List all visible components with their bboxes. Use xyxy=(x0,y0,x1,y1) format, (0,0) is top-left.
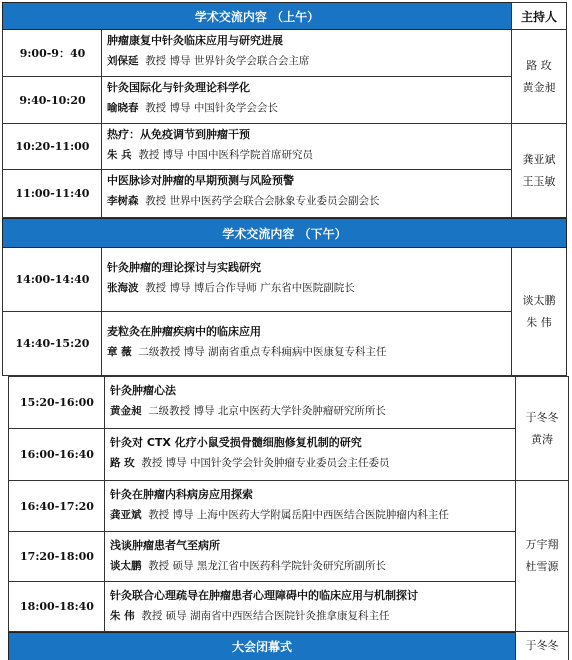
host-cell xyxy=(515,376,569,481)
afternoon-header xyxy=(2,218,567,248)
host-name: 黄金昶 xyxy=(522,80,556,94)
speaker-detail: 二级教授 博导 湖南省重点专科痈病中医康复专科主任 xyxy=(138,346,387,358)
host-name: 万宇翔 xyxy=(525,538,559,551)
speaker-name: 朱 伟 xyxy=(110,610,135,622)
closing-host-cell xyxy=(515,632,569,660)
talk-title: 针灸国际化与针灸理论科学化 xyxy=(107,81,250,94)
talk-cell xyxy=(101,30,512,77)
host-name: 杜雪源 xyxy=(525,560,559,573)
speaker-name: 路 玫 xyxy=(110,457,135,469)
host-name: 路 玫 xyxy=(526,58,552,72)
host-name: 龚亚斌 xyxy=(522,152,556,166)
closing-label: 大会闭幕式 xyxy=(231,640,292,654)
talk-cell xyxy=(104,481,516,532)
time-cell: 9:00-9：40 xyxy=(2,30,102,77)
time-cell: 17:20-18:00 xyxy=(8,532,105,582)
talk-cell xyxy=(101,124,512,170)
speaker-name: 黄金昶 xyxy=(110,405,142,417)
speaker-name: 李树森 xyxy=(107,195,139,207)
talk-cell xyxy=(104,582,516,632)
speaker-detail: 教授 博导 博后合作导师 广东省中医院副院长 xyxy=(145,282,355,294)
speaker-name: 龚亚斌 xyxy=(110,509,142,521)
speaker-detail: 教授 博导 中国针灸学会针灸肿瘤专业委员会主任委员 xyxy=(141,457,390,469)
afternoon-header-title: 学术交流内容 （下午） xyxy=(222,226,347,241)
time-cell: 10:20-11:00 xyxy=(2,124,102,170)
host-cell xyxy=(511,248,567,376)
time-cell: 16:00-16:40 xyxy=(8,429,105,481)
time-cell: 9:40-10:20 xyxy=(2,77,102,124)
speaker-name: 谈太鹏 xyxy=(110,560,142,572)
talk-title: 针灸联合心理疏导在肿瘤患者心理障碍中的临床应用与机制探讨 xyxy=(110,589,418,602)
speaker-name: 刘保延 xyxy=(107,55,139,67)
time-cell: 16:40-17:20 xyxy=(8,481,105,532)
talk-cell xyxy=(104,376,516,429)
host-column-label: 主持人 xyxy=(520,9,557,24)
speaker-detail: 教授 博导 世界针灸学会联合会主席 xyxy=(145,55,310,67)
morning-header xyxy=(2,2,512,30)
speaker-detail: 教授 硕导 黑龙江省中医药科学院针灸研究所副所长 xyxy=(148,560,386,572)
speaker-name: 朱 兵 xyxy=(107,149,132,161)
talk-title: 针灸对 CTX 化疗小鼠受损骨髓细胞修复机制的研究 xyxy=(110,436,362,449)
talk-cell xyxy=(104,429,516,481)
speaker-detail: 教授 世界中医药学会联合会脉象专业委员会副会长 xyxy=(145,195,380,207)
speaker-name: 章 薇 xyxy=(107,346,132,358)
talk-cell xyxy=(104,532,516,582)
host-cell xyxy=(511,124,567,218)
talk-cell xyxy=(101,170,512,218)
speaker-name: 张海波 xyxy=(107,282,139,294)
speaker-name: 喻晓春 xyxy=(107,102,139,114)
host-cell xyxy=(511,30,567,124)
host-name: 于冬冬 xyxy=(525,410,559,424)
host-name: 于冬冬 xyxy=(525,639,559,652)
host-cell xyxy=(515,481,569,632)
host-name: 谈太鹏 xyxy=(522,293,556,307)
talk-title: 热疗：从免疫调节到肿瘤干预 xyxy=(107,128,250,141)
morning-header-title: 学术交流内容 （上午） xyxy=(194,9,320,24)
time-cell: 15:20-16:00 xyxy=(8,376,105,429)
speaker-detail: 二级教授 博导 北京中医药大学针灸肿瘤研究所所长 xyxy=(148,405,386,417)
talk-title: 针灸在肿瘤内科病房应用探索 xyxy=(110,488,253,501)
host-name: 黄涛 xyxy=(531,432,553,446)
talk-cell xyxy=(101,248,512,312)
talk-cell xyxy=(101,77,512,124)
speaker-detail: 教授 博导 上海中医药大学附属岳阳中西医结合医院肿瘤内科主任 xyxy=(148,509,449,521)
host-column-header xyxy=(511,2,567,30)
talk-title: 肿瘤康复中针灸临床应用与研究进展 xyxy=(107,34,283,47)
talk-title: 麦粒灸在肿瘤疾病中的临床应用 xyxy=(107,325,261,338)
talk-title: 浅谈肿瘤患者气至病所 xyxy=(110,539,220,552)
time-cell: 14:00-14:40 xyxy=(2,248,102,312)
speaker-detail: 教授 博导 中国针灸学会会长 xyxy=(145,102,278,114)
talk-title: 针灸肿瘤的理论探讨与实践研究 xyxy=(107,261,261,274)
host-name: 朱 伟 xyxy=(526,315,552,329)
time-cell: 14:40-15:20 xyxy=(2,312,102,376)
talk-title: 针灸肿瘤心法 xyxy=(110,384,176,397)
time-cell: 18:00-18:40 xyxy=(8,582,105,632)
talk-title: 中医脉诊对肿瘤的早期预测与风险预警 xyxy=(107,174,294,187)
host-name: 王玉敏 xyxy=(522,174,556,188)
speaker-detail: 教授 博导 中国中医科学院首席研究员 xyxy=(138,149,314,161)
talk-cell xyxy=(101,312,512,376)
closing-row xyxy=(8,632,516,660)
speaker-detail: 教授 硕导 湖南省中西医结合医院针灸推拿康复科主任 xyxy=(141,610,390,622)
time-cell: 11:00-11:40 xyxy=(2,170,102,218)
